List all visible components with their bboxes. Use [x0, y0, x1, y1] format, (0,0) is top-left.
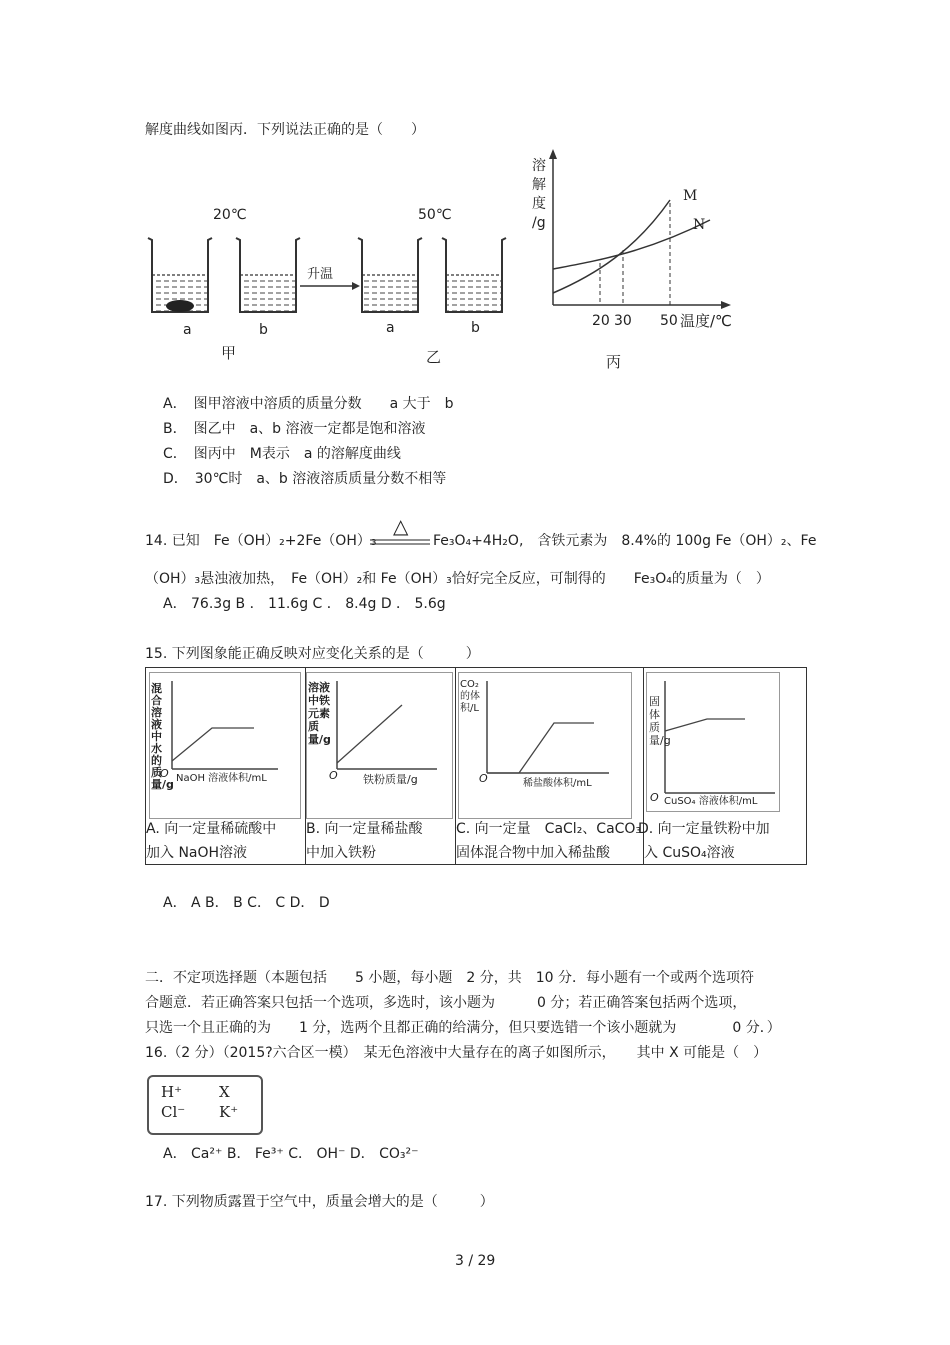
- heat-triangle: △: [393, 514, 409, 538]
- q13-option-b: B． 图乙中 a、b 溶液一定都是饱和溶液: [163, 421, 426, 437]
- q14-line2: （OH）₃悬浊液加热， Fe（OH）₂和 Fe（OH）₃恰好完全反应，可制得的 Fe₃O₄的质量为（ ）: [145, 571, 770, 587]
- graph-b-ylabel: 溶液中铁元素质量/g: [308, 681, 331, 746]
- q15-caption-c2: 固体混合物中加入稀盐酸: [456, 845, 610, 861]
- q13-option-d: D． 30℃时 a、b 溶液溶质质量分数不相等: [163, 471, 447, 487]
- beaker-yi-a: [358, 238, 422, 312]
- graph-d-origin: O: [650, 791, 659, 804]
- q15-stem: 15. 下列图象能正确反映对应变化关系的是（ ）: [145, 646, 480, 662]
- q15-caption-b2: 中加入铁粉: [306, 845, 376, 861]
- section2-line3: 只选一个且正确的为 1 分，选两个且都正确的给满分，但只要选错一个该小题就为 0 分．）: [145, 1020, 781, 1036]
- q15-cell-a: [146, 668, 306, 864]
- label-jia: 甲: [221, 344, 237, 362]
- q14-line1-a: 14. 已知 Fe（OH）₂+2Fe（OH）₃: [145, 533, 377, 549]
- ion-box: [147, 1075, 263, 1135]
- q16-options: A． Ca²⁺ B． Fe³⁺ C． OH⁻ D． CO₃²⁻: [163, 1146, 419, 1162]
- beaker-label-b2: b: [471, 320, 480, 336]
- section2-line1: 二．不定项选择题（本题包括 5 小题，每小题 2 分，共 10 分．每小题有一个或两个选项符: [145, 970, 754, 986]
- graph-ylabel: 溶 解 度 /g: [532, 158, 546, 231]
- q15-graph-d: [646, 672, 780, 812]
- q16-stem: 16.（2 分）（2015?六合区一模） 某无色溶液中大量存在的离子如图所示， 其中 X 可能是（ ）: [145, 1045, 768, 1061]
- tick-20: 20: [592, 313, 610, 329]
- curve-b: [337, 705, 402, 763]
- tick-50: 50: [660, 313, 678, 329]
- ion-k: K⁺: [219, 1103, 239, 1121]
- beaker-jia-b: [236, 238, 300, 312]
- solubility-graph: [525, 145, 745, 335]
- section2-line2: 合题意．若正确答案只包括一个选项，多选时，该小题为 0 分；若正确答案包括两个选项，: [145, 995, 747, 1011]
- q15-caption-d1: D. 向一定量铁粉中加: [638, 821, 770, 837]
- q15-caption-b1: B. 向一定量稀盐酸: [306, 821, 423, 837]
- graph-a-origin: O: [160, 767, 169, 780]
- q17-stem: 17. 下列物质露置于空气中，质量会增大的是（ ）: [145, 1194, 494, 1210]
- q14-line1-b: Fe₃O₄+4H₂O, 含铁元素为 8.4%的 100g Fe（OH）₂、Fe: [433, 533, 817, 549]
- q15-cell-d: [638, 668, 806, 864]
- q15-graph-b: [306, 672, 453, 819]
- heat-label: 升温: [307, 267, 334, 282]
- curve-c: [487, 723, 594, 773]
- q15-options: A． A B． B C． C D． D: [163, 895, 330, 911]
- q13-option-c: C． 图丙中 M表示 a 的溶解度曲线: [163, 446, 401, 462]
- q15-graph-c: [458, 672, 632, 819]
- label-bing: 丙: [606, 353, 622, 371]
- graph-c-origin: O: [479, 772, 488, 785]
- beaker-figure: [140, 200, 540, 380]
- ion-cl: Cl⁻: [161, 1103, 186, 1121]
- temp-high: 50℃: [418, 207, 452, 223]
- beaker-label-a1: a: [183, 322, 192, 338]
- q15-caption-a1: A. 向一定量稀硫酸中: [146, 821, 277, 837]
- beaker-yi-b: [442, 238, 506, 312]
- graph-b-origin: O: [329, 769, 338, 782]
- beaker-jia-a: [148, 238, 212, 312]
- equation-double-line: [370, 538, 430, 546]
- graph-c-ylabel: CO₂的体积/L: [460, 679, 480, 714]
- q13-option-a: A． 图甲溶液中溶质的质量分数 a 大于 b: [163, 396, 454, 412]
- curve-a: [172, 728, 254, 761]
- q14-options: A． 76.3g B ． 11.6g C ． 8.4g D ． 5.6g: [163, 596, 446, 612]
- page-number: 3 / 29: [455, 1253, 496, 1269]
- graph-a-ylabel: 混合溶液中水的质量/g: [151, 682, 174, 791]
- curve-label-m: M: [683, 188, 698, 204]
- undissolved-solid: [166, 300, 194, 312]
- q15-table: [145, 667, 807, 865]
- ion-x: X: [219, 1083, 230, 1101]
- ion-h: H⁺: [161, 1083, 182, 1101]
- tick-30: 30: [614, 313, 632, 329]
- q15-cell-c: [456, 668, 644, 864]
- temp-low: 20℃: [213, 207, 247, 223]
- graph-b-xlabel: 铁粉质量/g: [363, 773, 418, 786]
- q15-caption-d2: 入 CuSO₄溶液: [644, 845, 735, 861]
- graph-d-xlabel: CuSO₄ 溶液体积/mL: [664, 796, 758, 807]
- graph-d-ylabel: 固体质量/g: [649, 695, 671, 747]
- graph-xlabel: 温度/℃: [680, 312, 732, 330]
- q15-graph-a: [149, 672, 301, 819]
- curve-d: [665, 719, 745, 731]
- q15-caption-c1: C. 向一定量 CaCl₂、CaCO₃: [456, 821, 642, 837]
- curve-label-n: N: [693, 217, 706, 233]
- graph-c-xlabel: 稀盐酸体积/mL: [523, 778, 592, 789]
- curve-m: [553, 200, 670, 293]
- graph-a-xlabel: NaOH 溶液体积/mL: [176, 773, 267, 784]
- beaker-label-a2: a: [386, 320, 395, 336]
- q13-intro: 解度曲线如图丙．下列说法正确的是（ ）: [145, 122, 425, 138]
- q15-cell-b: [306, 668, 456, 864]
- q15-caption-a2: 加入 NaOH溶液: [146, 845, 248, 861]
- beaker-label-b1: b: [259, 322, 268, 338]
- label-yi: 乙: [426, 348, 442, 366]
